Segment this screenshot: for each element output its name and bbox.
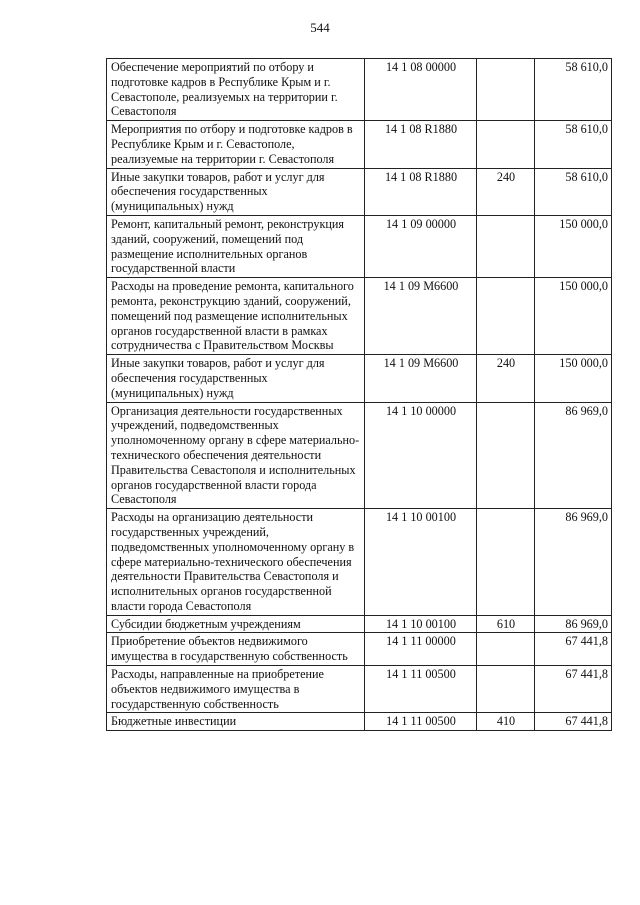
- row-expense-type: [477, 278, 535, 355]
- row-code: 14 1 11 00000: [365, 633, 477, 666]
- row-name: Иные закупки товаров, работ и услуг для обеспечения государственных (муниципальных) нужд: [107, 168, 365, 215]
- budget-table: [106, 58, 612, 731]
- table-row: [107, 355, 612, 402]
- row-amount: 67 441,8: [535, 666, 612, 713]
- row-amount: 86 969,0: [535, 615, 612, 633]
- row-amount: 58 610,0: [535, 168, 612, 215]
- row-expense-type: [477, 59, 535, 121]
- row-amount: 86 969,0: [535, 402, 612, 509]
- row-expense-type: 240: [477, 355, 535, 402]
- table-row: [107, 615, 612, 633]
- row-code: 14 1 10 00100: [365, 509, 477, 616]
- row-expense-type: 240: [477, 168, 535, 215]
- row-expense-type: [477, 666, 535, 713]
- row-code: 14 1 08 R1880: [365, 168, 477, 215]
- row-expense-type: [477, 215, 535, 277]
- row-code: 14 1 11 00500: [365, 713, 477, 731]
- row-amount: 67 441,8: [535, 633, 612, 666]
- row-expense-type: 610: [477, 615, 535, 633]
- row-code: 14 1 08 00000: [365, 59, 477, 121]
- row-code: 14 1 11 00500: [365, 666, 477, 713]
- row-amount: 58 610,0: [535, 121, 612, 168]
- table-row: [107, 168, 612, 215]
- row-amount: 86 969,0: [535, 509, 612, 616]
- row-name: Организация деятельности государственных учреждений, подведомственных уполномоченному органу в сфере материально-технического обеспечения деятельности Правительства Севастополя и исполнительных органов государственной власти города Севастополя: [107, 402, 365, 509]
- row-name: Обеспечение мероприятий по отбору и подготовке кадров в Республике Крым и г. Севастополе, реализуемых на территории г. Севастополя: [107, 59, 365, 121]
- row-amount: 58 610,0: [535, 59, 612, 121]
- row-code: 14 1 09 М6600: [365, 278, 477, 355]
- row-code: 14 1 10 00100: [365, 615, 477, 633]
- table-row: [107, 666, 612, 713]
- row-expense-type: [477, 121, 535, 168]
- row-name: Субсидии бюджетным учреждениям: [107, 615, 365, 633]
- row-name: Ремонт, капитальный ремонт, реконструкция зданий, сооружений, помещений под размещение исполнительных органов государственной власти: [107, 215, 365, 277]
- table-row: [107, 509, 612, 616]
- row-name: Иные закупки товаров, работ и услуг для обеспечения государственных (муниципальных) нужд: [107, 355, 365, 402]
- row-code: 14 1 10 00000: [365, 402, 477, 509]
- row-expense-type: [477, 633, 535, 666]
- row-name: Бюджетные инвестиции: [107, 713, 365, 731]
- row-expense-type: [477, 402, 535, 509]
- row-code: 14 1 08 R1880: [365, 121, 477, 168]
- row-name: Мероприятия по отбору и подготовке кадров в Республике Крым и г. Севастополе, реализуемые на территории г. Севастополя: [107, 121, 365, 168]
- table-row: [107, 59, 612, 121]
- budget-table-body: [107, 59, 612, 731]
- table-row: [107, 121, 612, 168]
- row-expense-type: [477, 509, 535, 616]
- row-amount: 67 441,8: [535, 713, 612, 731]
- row-name: Расходы на проведение ремонта, капитального ремонта, реконструкцию зданий, сооружений, помещений под размещение исполнительных органов государственной власти в рамках сотрудничества с Правительством Москвы: [107, 278, 365, 355]
- table-row: [107, 713, 612, 731]
- row-amount: 150 000,0: [535, 215, 612, 277]
- row-amount: 150 000,0: [535, 278, 612, 355]
- row-name: Расходы, направленные на приобретение объектов недвижимого имущества в государственную собственность: [107, 666, 365, 713]
- table-row: [107, 633, 612, 666]
- table-row: [107, 402, 612, 509]
- page-number: 544: [310, 20, 330, 35]
- table-row: [107, 278, 612, 355]
- row-name: Расходы на организацию деятельности государственных учреждений, подведомственных уполномоченному органу в сфере материально-технического обеспечения деятельности Правительства Севастополя и исполнительных органов государственной власти города Севастополя: [107, 509, 365, 616]
- row-expense-type: 410: [477, 713, 535, 731]
- row-code: 14 1 09 М6600: [365, 355, 477, 402]
- row-amount: 150 000,0: [535, 355, 612, 402]
- row-code: 14 1 09 00000: [365, 215, 477, 277]
- table-row: [107, 215, 612, 277]
- row-name: Приобретение объектов недвижимого имущества в государственную собственность: [107, 633, 365, 666]
